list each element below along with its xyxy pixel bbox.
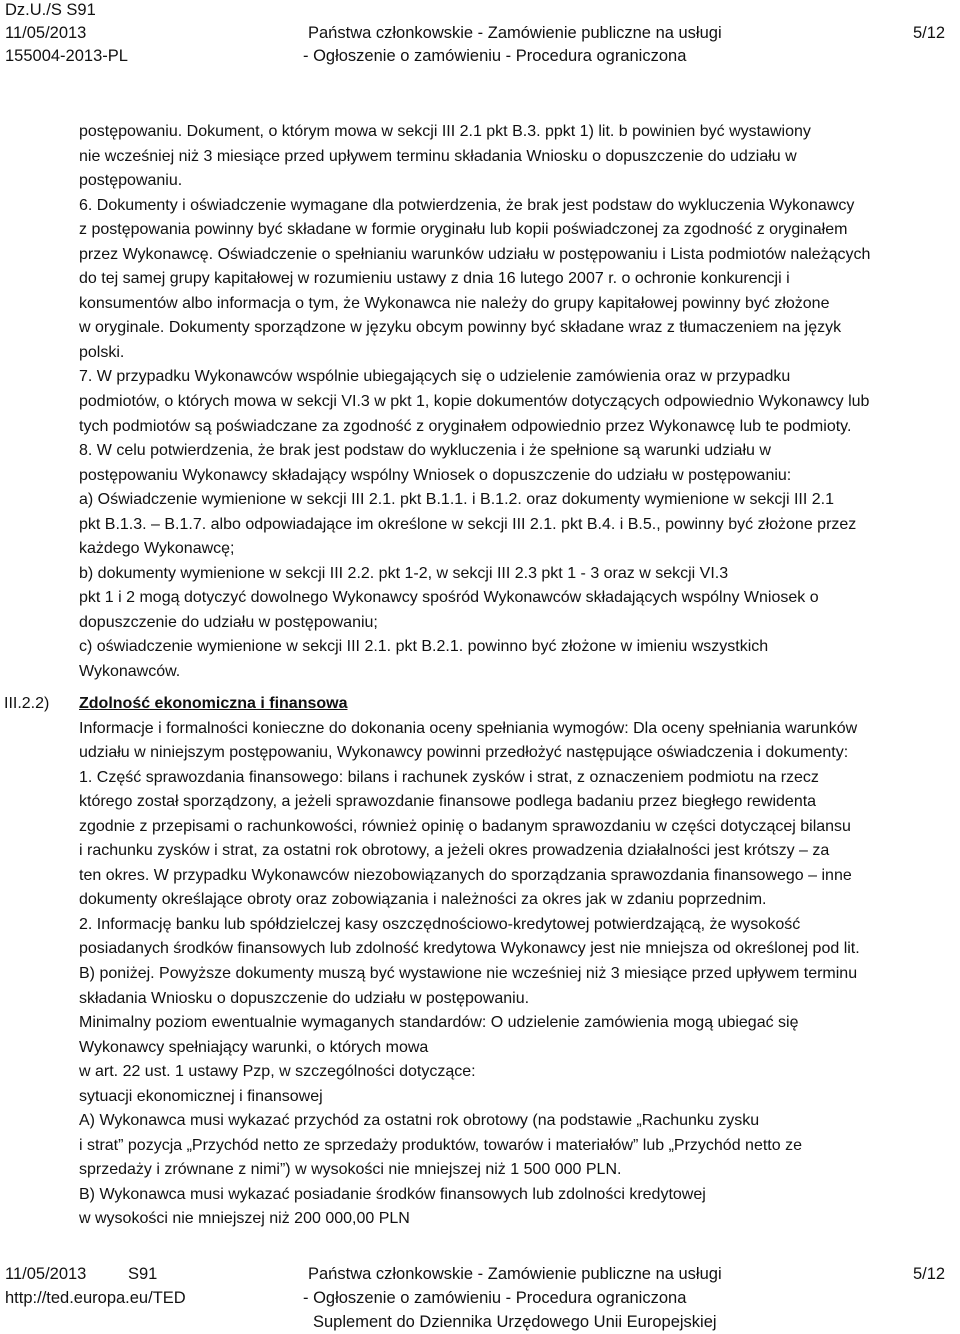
text-line: ten okres. W przypadku Wykonawców niezobowiązanych do sporządzania sprawozdania finansowego – inne <box>79 866 852 884</box>
text-line: i strat” pozycja „Przychód netto ze sprzedaży produktów, towarów i materiałów” lub „Przychód netto ze <box>79 1136 802 1154</box>
text-line: i rachunku zysków i strat, za ostatni rok obrotowy, a jeżeli okres prowadzenia działalności jest krótszy – za <box>79 842 830 860</box>
footer-url: http://ted.europa.eu/TED <box>5 1289 186 1307</box>
text-line: w wysokości nie mniejszej niż 200 000,00 PLN <box>79 1210 410 1228</box>
text-line: Wykonawców. <box>79 663 181 681</box>
text-line: Minimalny poziom ewentualnie wymaganych standardów: O udzielenie zamówienia mogą ubiegać się <box>79 1014 799 1032</box>
text-line: 7. W przypadku Wykonawców wspólnie ubiegających się o udzielenie zamówienia oraz w przypadku <box>79 368 791 386</box>
text-line: sprzedaży i zrównane z nimi”) w wysokości nie mniejszej niż 1 500 000 PLN. <box>79 1161 622 1179</box>
body-block-top <box>79 120 951 685</box>
text-line: konsumentów albo informacja o tym, że Wykonawca nie należy do grupy kapitałowej powinny być złożone <box>79 294 830 312</box>
text-line: nie wcześniej niż 3 miesiące przed upływem terminu składania Wniosku o dopuszczenie do udziału w <box>79 147 797 165</box>
text-line: z postępowania powinny być składane w formie oryginału lub kopii poświadczonej za zgodność z oryginałem <box>79 221 848 239</box>
text-line: c) oświadczenie wymienione w sekcji III 2.1. pkt B.2.1. powinno być złożone w imieniu wszystkich <box>79 638 769 656</box>
text-line: każdego Wykonawcę; <box>79 540 235 558</box>
text-line: 6. Dokumenty i oświadczenie wymagane dla potwierdzenia, że brak jest podstaw do wykluczenia Wykonawcy <box>79 196 855 214</box>
text-line: postępowaniu. <box>79 172 183 190</box>
text-line: pkt B.1.3. – B.1.7. albo odpowiadające im określone w sekcji III 2.1. pkt B.4. i B.5., powinny być złożone przez <box>79 515 857 533</box>
journal-reference: Dz.U./S S91 <box>5 1 96 19</box>
footer-notice-type: - Ogłoszenie o zamówieniu - Procedura ograniczona <box>303 1289 687 1307</box>
header-date: 11/05/2013 <box>5 24 87 42</box>
text-line: Informacje i formalności konieczne do dokonania oceny spełniania wymogów: Dla oceny spełniania warunków <box>79 719 858 737</box>
text-line: sytuacji ekonomicznej i finansowej <box>79 1087 323 1105</box>
footer-date: 11/05/2013 <box>5 1265 87 1283</box>
text-line: 1. Część sprawozdania finansowego: bilans i rachunek zysków i strat, z oznaczeniem podmiotu na rzecz <box>79 768 819 786</box>
text-line: do tej samej grupy kapitałowej w rozumieniu ustawy z dnia 16 lutego 2007 r. o ochronie konkurencji i <box>79 270 790 288</box>
text-line: B) Wykonawca musi wykazać posiadanie środków finansowych lub zdolności kredytowej <box>79 1185 706 1203</box>
footer-category: Państwa członkowskie - Zamówienie publiczne na usługi <box>308 1265 722 1283</box>
text-line: w oryginale. Dokumenty sporządzone w języku obcym powinny być składane wraz z tłumaczeniem na język <box>79 319 842 337</box>
text-line: dokumenty określające obroty oraz zobowiązania i należności za okres jak w zdaniu poprzednim. <box>79 891 767 909</box>
text-line: przez Wykonawcę. Oświadczenie o spełnianiu warunków udziału w postępowaniu i Lista podmiotów należących <box>79 245 871 263</box>
section-title: Zdolność ekonomiczna i finansowa <box>79 695 348 712</box>
text-line: zgodnie z przepisami o rachunkowości, również opinię o badanym sprawozdaniu w części dotyczącej bilansu <box>79 817 851 835</box>
text-line: A) Wykonawca musi wykazać przychód za ostatni rok obrotowy (na podstawie „Rachunku zysku <box>79 1112 760 1130</box>
document-number: 155004-2013-PL <box>5 47 128 65</box>
text-line: podmiotów, o których mowa w sekcji VI.3 w pkt 1, kopie dokumentów dotyczących odpowiednio Wykonawcy lub <box>79 393 870 411</box>
text-line: a) Oświadczenie wymienione w sekcji III 2.1. pkt B.1.1. i B.1.2. oraz dokumenty wymienione w sekcji III 2.1 <box>79 491 834 509</box>
text-line: w art. 22 ust. 1 ustawy Pzp, w szczególności dotyczące: <box>79 1063 476 1081</box>
text-line: polski. <box>79 343 125 361</box>
text-line: dopuszczenie do udziału w postępowaniu; <box>79 613 378 631</box>
text-line: tych podmiotów są poświadczane za zgodność z oryginałem odpowiednio przez Wykonawcę lub te podmioty. <box>79 417 852 435</box>
text-line: pkt 1 i 2 mogą dotyczyć dowolnego Wykonawcy spośród Wykonawców składających wspólny Wniosek o <box>79 589 819 607</box>
body-block-section <box>79 692 951 1232</box>
footer-series: S91 <box>128 1265 158 1283</box>
text-line: 8. W celu potwierdzenia, że brak jest podstaw do wykluczenia i że spełnione są warunki udziału w <box>79 442 771 460</box>
footer-journal-name: Suplement do Dziennika Urzędowego Unii Europejskiej <box>313 1313 717 1331</box>
text-line: postępowaniu Wykonawcy składający wspólny Wniosek o dopuszczenie do udziału w postępowaniu: <box>79 466 792 484</box>
text-line: składania Wniosku o dopuszczenie do udziału w postępowaniu. <box>79 989 530 1007</box>
text-line: posiadanych środków finansowych lub zdolność kredytowa Wykonawcy jest nie mniejsza od określonej pod lit. <box>79 940 860 958</box>
header-page-number: 5/12 <box>913 24 946 42</box>
header-notice-type: - Ogłoszenie o zamówieniu - Procedura ograniczona <box>303 47 687 65</box>
text-line: B) poniżej. Powyższe dokumenty muszą być wystawione nie wcześniej niż 3 miesiące przed upływem terminu <box>79 965 858 983</box>
section-number: III.2.2) <box>4 695 50 712</box>
text-line: Wykonawcy spełniający warunki, o których mowa <box>79 1038 429 1056</box>
text-line: udziału w niniejszym postępowaniu, Wykonawcy powinni przedłożyć następujące oświadczenia i dokumenty: <box>79 744 849 762</box>
text-line: postępowaniu. Dokument, o którym mowa w sekcji III 2.1 pkt B.3. ppkt 1) lit. b powinien być wystawiony <box>79 123 811 140</box>
header-category: Państwa członkowskie - Zamówienie publiczne na usługi <box>308 24 722 42</box>
text-line: 2. Informację banku lub spółdzielczej kasy oszczędnościowo-kredytowej potwierdzającą, że wysokość <box>79 915 801 933</box>
text-line: b) dokumenty wymienione w sekcji III 2.2. pkt 1-2, w sekcji III 2.3 pkt 1 - 3 oraz w sekcji VI.3 <box>79 564 729 582</box>
footer-page-number: 5/12 <box>913 1265 946 1283</box>
text-line: którego został sporządzony, a jeżeli sprawozdanie finansowe podlega badaniu przez biegłego rewidenta <box>79 793 817 811</box>
